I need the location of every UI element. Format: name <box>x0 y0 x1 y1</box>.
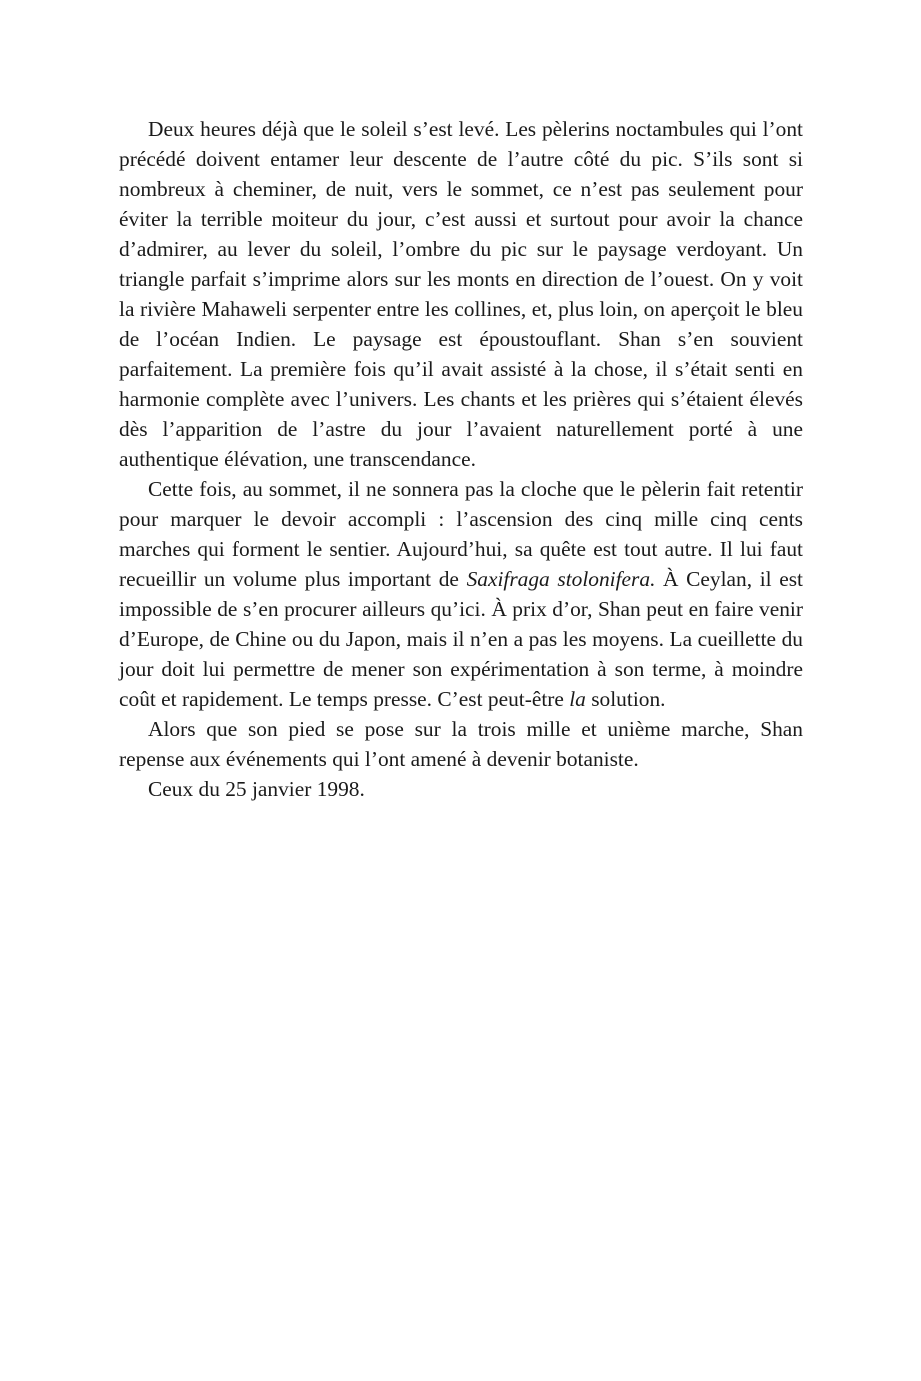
paragraph <box>119 114 803 474</box>
paragraph-text: Alors que son pied se pose sur la trois mille et unième marche, Shan repense aux événements qui l’ont amené à devenir botaniste. <box>119 717 803 771</box>
paragraph <box>119 714 803 774</box>
paragraph-text: solution. <box>585 687 666 711</box>
emphasis: la <box>569 687 586 711</box>
paragraph-text: Ceux du 25 janvier 1998. <box>148 777 365 801</box>
paragraph-text: Cette fois, au sommet, il ne sonnera pas la cloche que le pèlerin fait retentir pour marquer le devoir accompli : l’ascension des cinq mille cinq cents marches qui forment le sentier. Aujourd’hui, sa quête est tout autre. Il lui faut recueillir un volume plus important de <box>119 477 803 591</box>
paragraph-text: Deux heures déjà que le soleil s’est levé. Les pèlerins noctambules qui l’ont précédé doivent entamer leur descente de l’autre côté du pic. S’ils sont si nombreux à cheminer, de nuit, vers le sommet, ce n’est pas seulement pour éviter la terrible moiteur du jour, c’est aussi et surtout pour avoir la chance d’admirer, au lever du soleil, l’ombre du pic sur le paysage verdoyant. Un triangle parfait s’imprime alors sur les monts en direction de l’ouest. On y voit la rivière Mahaweli serpenter entre les collines, et, plus loin, on aperçoit le bleu de l’océan Indien. Le paysage est époustouflant. Shan s’en souvient parfaitement. La première fois qu’il avait assisté à la chose, il s’était senti en harmonie complète avec l’univers. Les chants et les prières qui s’étaient élevés dès l’apparition de l’astre du jour l’avaient naturellement porté à une authentique élévation, une transcendance. <box>119 117 803 471</box>
species-name: Saxifraga stolonifera. <box>466 567 656 591</box>
paragraph-text: À Ceylan, il est impossible de s’en procurer ailleurs qu’ici. À prix d’or, Shan peut en faire venir d’Europe, de Chine ou du Japon, mais il n’en a pas les moyens. La cueillette du jour doit lui permettre de mener son expérimentation à son terme, à moindre coût et rapidement. Le temps presse. C’est peut-être <box>119 567 803 711</box>
paragraph <box>119 474 803 714</box>
page-body <box>119 114 803 804</box>
paragraph <box>119 774 803 804</box>
